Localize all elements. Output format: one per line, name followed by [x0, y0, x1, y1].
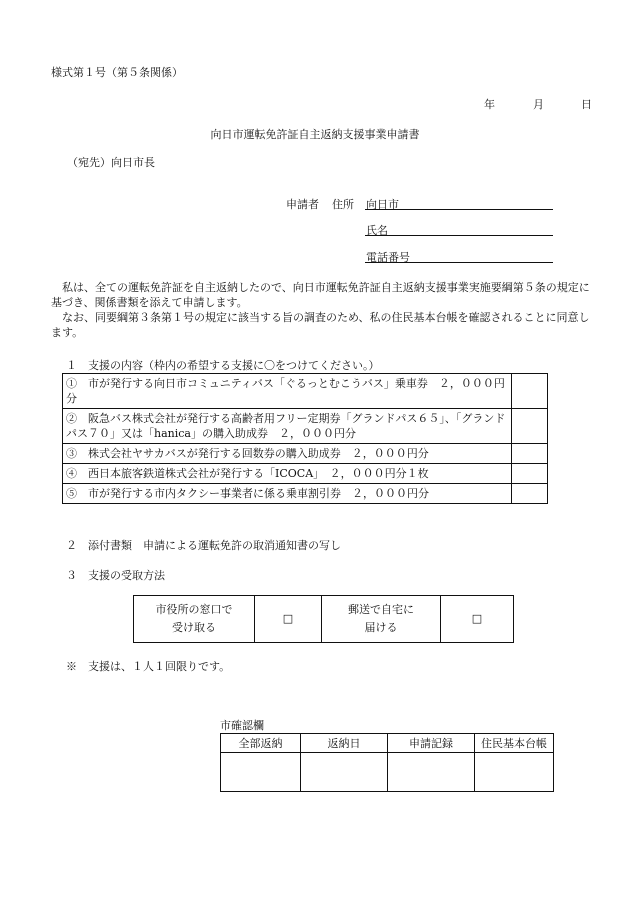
form-number: 様式第１号（第５条関係） — [51, 66, 183, 79]
support-option-row — [63, 374, 548, 409]
section1-title: １ 支援の内容（枠内の希望する支援に〇をつけてください。） — [66, 359, 380, 372]
support-option-row — [63, 444, 548, 464]
confirmation-label: 市確認欄 — [220, 719, 264, 732]
date-day: 日 — [581, 98, 592, 111]
receipt-option-mail-line1: 郵送で自宅に — [348, 603, 414, 616]
support-option-text: ④ 西日本旅客鉄道株式会社が発行する「ICOCA」 ２，０００円分１枚 — [66, 467, 429, 480]
receipt-mail-checkbox[interactable] — [441, 596, 514, 643]
body-paragraph-1: 私は、全ての運転免許証を自主返納したので、向日市運転免許証自主返納支援事業実施要綱第５条の規定に基づき、関係書類を添えて申請します。 — [51, 281, 590, 309]
support-option-check[interactable] — [512, 464, 548, 484]
name-line[interactable] — [365, 222, 553, 236]
address-label: 住所 — [332, 198, 354, 211]
confirmation-cell[interactable] — [221, 753, 301, 792]
confirmation-header: 住民基本台帳 — [475, 734, 554, 753]
confirmation-cell[interactable] — [475, 753, 554, 792]
checkbox-icon: □ — [471, 612, 483, 625]
support-option-row — [63, 484, 548, 504]
support-option-text: ③ 株式会社ヤサカバスが発行する回数券の購入助成券 ２，０００円分 — [66, 447, 429, 460]
applicant-label: 申請者 — [286, 198, 319, 211]
support-options-table — [62, 373, 548, 504]
receipt-option-counter-line1: 市役所の窓口で — [155, 603, 233, 616]
date-year: 年 — [484, 98, 495, 111]
receipt-method-table — [133, 595, 514, 643]
confirmation-cell[interactable] — [388, 753, 475, 792]
support-option-check[interactable] — [512, 484, 548, 504]
support-option-check[interactable] — [512, 409, 548, 444]
address-value: 向日市 — [366, 198, 399, 211]
section3-title: ３ 支援の受取方法 — [66, 569, 165, 582]
address-line[interactable] — [365, 196, 553, 210]
date-month: 月 — [533, 98, 544, 111]
support-option-text: ① 市が発行する向日市コミュニティバス「ぐるっとむこうバス」乗車券 ２，０００円分 — [66, 377, 505, 405]
receipt-option-counter — [134, 596, 255, 643]
receipt-option-mail-line2: 届ける — [364, 621, 398, 634]
checkbox-icon: □ — [282, 612, 294, 625]
confirmation-header: 全部返納 — [221, 734, 301, 753]
support-option-check[interactable] — [512, 374, 548, 409]
receipt-option-counter-line2: 受け取る — [172, 621, 216, 634]
confirmation-table — [220, 733, 554, 792]
body-paragraph-2: なお、同要綱第３条第１号の規定に該当する旨の調査のため、私の住民基本台帳を確認されることに同意します。 — [51, 311, 590, 339]
support-option-text: ⑤ 市が発行する市内タクシー事業者に係る乗車割引券 ２，０００円分 — [66, 487, 429, 500]
name-label: 氏名 — [366, 224, 388, 237]
support-option-row — [63, 409, 548, 444]
confirmation-cell[interactable] — [301, 753, 388, 792]
section2-title: ２ 添付書類 申請による運転免許の取消通知書の写し — [66, 539, 341, 552]
support-option-text: ② 阪急バス株式会社が発行する高齢者用フリー定期券「グランドパス６５」、「グランドパス７０」又は「hanica」の購入助成券 ２，０００円分 — [66, 412, 506, 440]
body-text — [51, 280, 596, 340]
confirmation-header: 申請記録 — [388, 734, 475, 753]
note: ※ 支援は、１人１回限りです。 — [66, 660, 231, 673]
addressee: （宛先）向日市長 — [67, 156, 155, 169]
phone-label: 電話番号 — [366, 251, 410, 264]
document-title: 向日市運転免許証自主返納支援事業申請書 — [210, 128, 420, 141]
receipt-counter-checkbox[interactable] — [255, 596, 322, 643]
phone-line[interactable] — [365, 249, 553, 263]
receipt-option-mail — [322, 596, 441, 643]
support-option-row — [63, 464, 548, 484]
confirmation-header: 返納日 — [301, 734, 388, 753]
support-option-check[interactable] — [512, 444, 548, 464]
